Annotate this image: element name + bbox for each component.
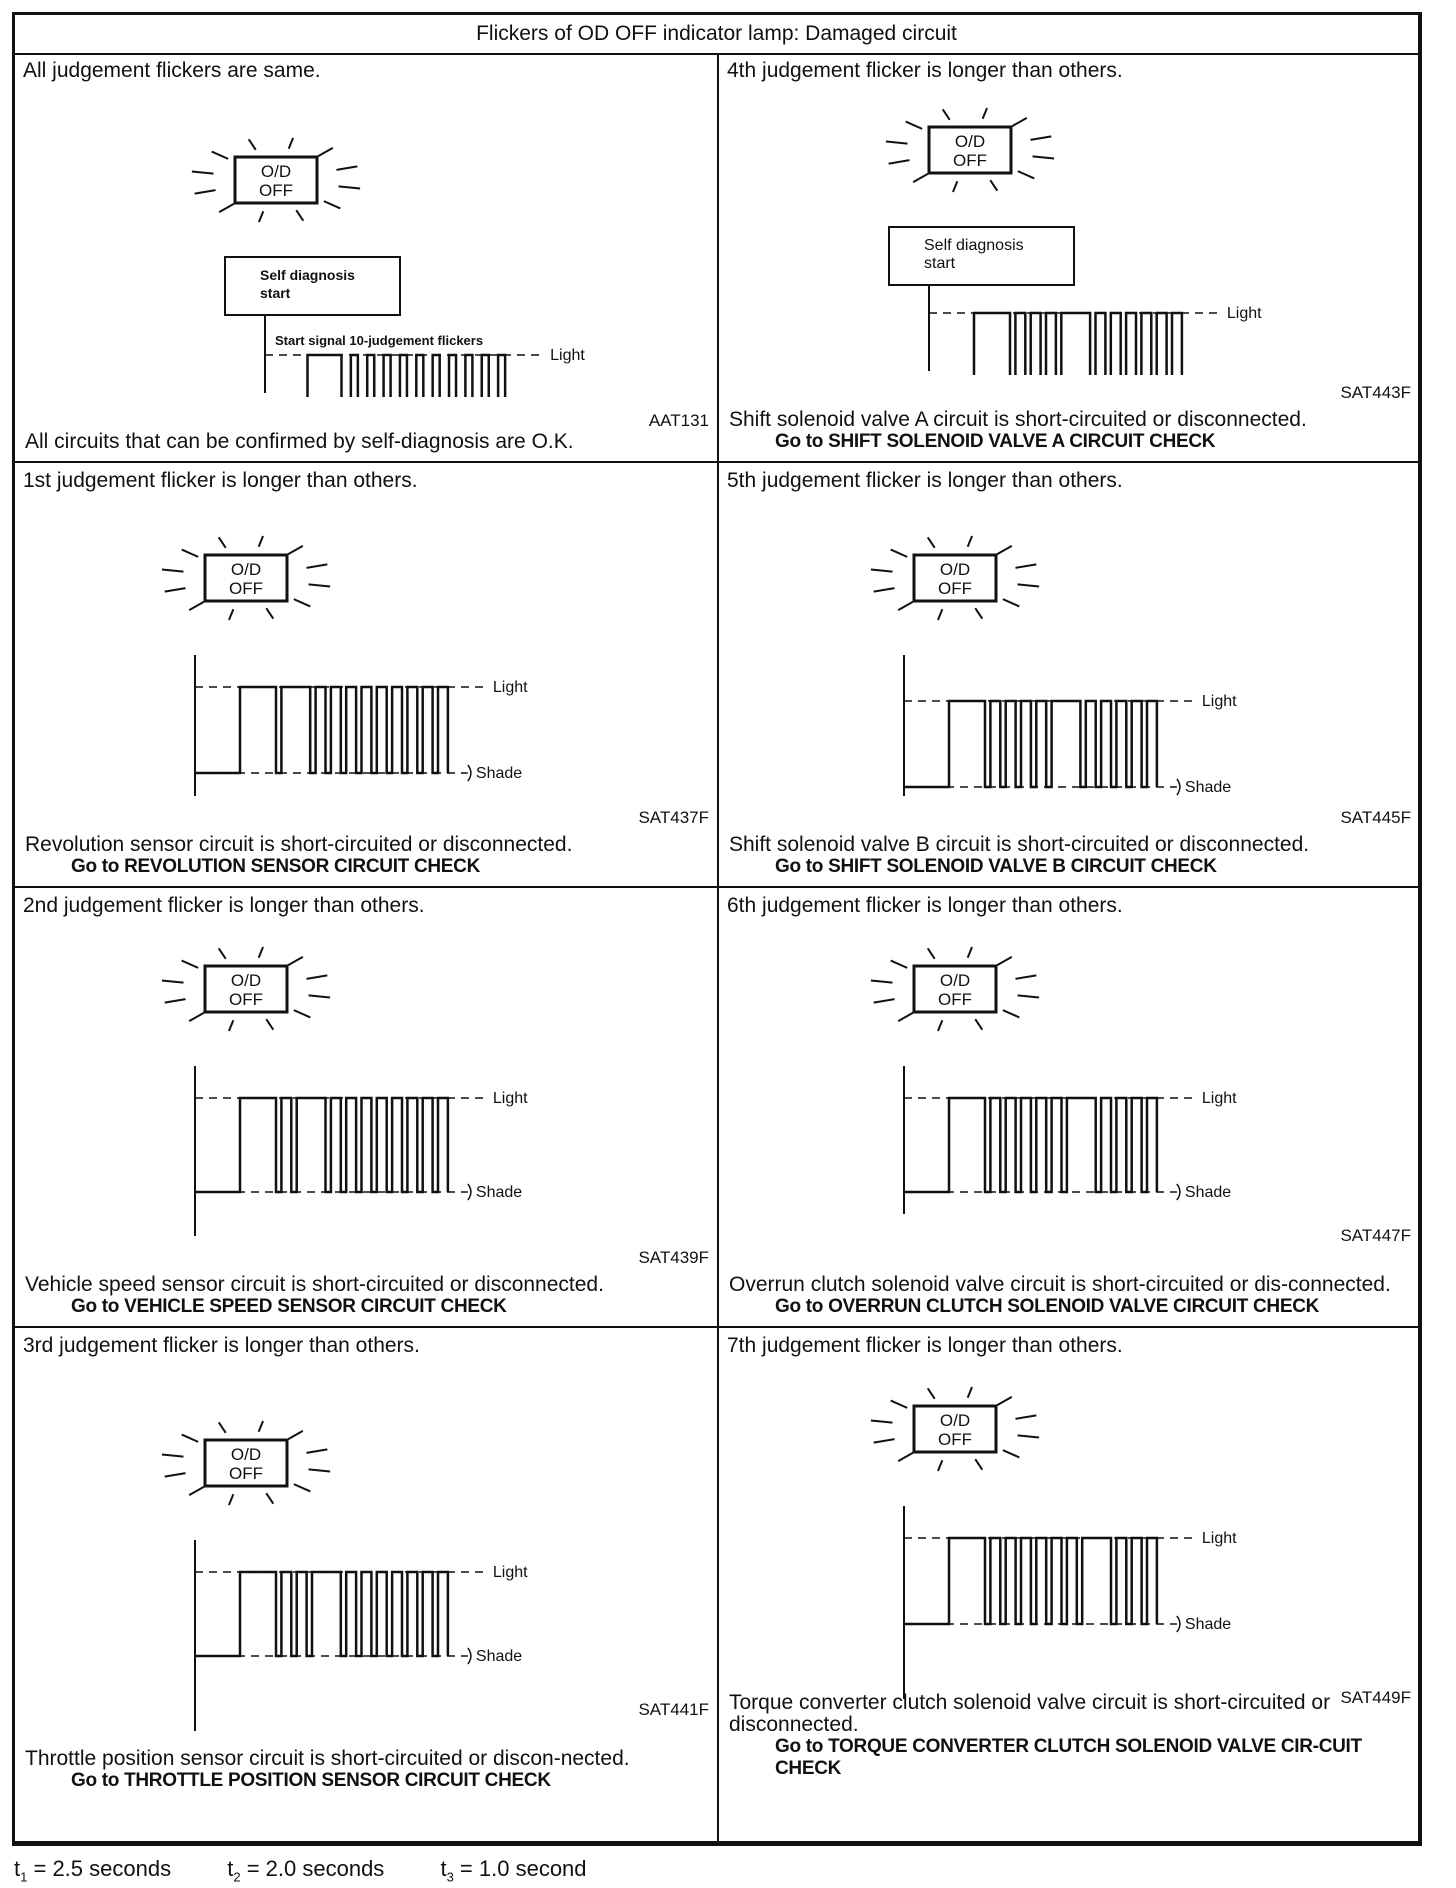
ray-line	[189, 1013, 204, 1021]
ray-line	[306, 1449, 327, 1452]
diagram-svg	[719, 922, 1419, 1218]
flicker-diagram	[719, 497, 1419, 805]
ray-line	[928, 948, 935, 958]
ray-line	[294, 599, 310, 606]
ray-line	[219, 1422, 226, 1432]
figure-code: SAT447F	[1340, 1226, 1411, 1245]
ray-line	[891, 1401, 907, 1408]
flicker-case-cell	[15, 53, 719, 463]
t3-legend: $t_3 = 1.0$ second	[440, 1856, 587, 1885]
brace-mark	[468, 1648, 471, 1664]
ray-line	[162, 980, 184, 982]
ray-line	[162, 569, 184, 571]
ray-line	[306, 564, 327, 567]
ray-line	[1015, 975, 1036, 978]
ray-line	[997, 546, 1012, 554]
ray-line	[968, 1387, 972, 1398]
t1-legend: $t_1 = 2.5$ seconds	[14, 1856, 172, 1885]
goto-check-link: Go to REVOLUTION SENSOR CIRCUIT CHECK	[71, 856, 481, 877]
figure-code: SAT443F	[1340, 383, 1411, 402]
ray-line	[889, 160, 910, 163]
case-description	[25, 834, 709, 878]
case-description	[25, 431, 709, 453]
od-off-lamp-icon	[871, 947, 1039, 1031]
ray-line	[219, 948, 226, 958]
ray-line	[1018, 1435, 1040, 1437]
goto-check-link: Go to OVERRUN CLUTCH SOLENOID VALVE CIRCUIT CHECK	[775, 1296, 1320, 1317]
ray-line	[259, 211, 263, 222]
flicker-table	[12, 12, 1422, 1846]
ray-line	[266, 1493, 273, 1503]
ray-line	[886, 141, 908, 143]
flicker-case-cell	[15, 888, 719, 1328]
ray-line	[874, 1439, 895, 1442]
flicker-waveform	[195, 1572, 448, 1656]
lamp-label-off: OFF	[938, 990, 972, 1009]
diagram-svg	[719, 1362, 1419, 1736]
flicker-case-cell	[719, 888, 1419, 1328]
light-label: Light	[1201, 1090, 1237, 1107]
figure-code: SAT449F	[1340, 1688, 1411, 1707]
lamp-label-od: O/D	[954, 132, 986, 151]
ray-line	[1018, 995, 1040, 997]
ray-line	[943, 109, 950, 119]
case-heading: 6th judgement flicker is longer than others.	[727, 894, 1123, 917]
case-heading: 1st judgement flicker is longer than others.	[23, 469, 418, 492]
flicker-waveform	[904, 1098, 1157, 1192]
ray-line	[339, 186, 361, 188]
ray-line	[195, 190, 216, 193]
ray-line	[259, 947, 263, 958]
flicker-waveform	[195, 1098, 448, 1192]
case-description	[729, 1274, 1411, 1318]
case-heading: 7th judgement flicker is longer than others.	[727, 1334, 1123, 1357]
case-description	[25, 1274, 709, 1318]
ray-line	[938, 1460, 942, 1471]
figure-code: SAT437F	[638, 808, 709, 827]
light-label: Light	[1201, 1530, 1237, 1547]
ray-line	[189, 1487, 204, 1495]
ray-line	[975, 1019, 982, 1029]
od-off-lamp-icon	[192, 138, 360, 222]
light-label: Light	[1226, 305, 1262, 322]
ray-line	[891, 961, 907, 968]
ray-line	[871, 980, 893, 982]
ray-line	[1018, 584, 1040, 586]
ray-line	[990, 180, 997, 190]
ray-line	[968, 536, 972, 547]
od-off-lamp-icon	[162, 947, 330, 1031]
ray-line	[189, 602, 204, 610]
ray-line	[1015, 1415, 1036, 1418]
brace-mark	[468, 1184, 471, 1200]
ray-line	[165, 999, 186, 1002]
diagnosis-text: Overrun clutch solenoid valve circuit is short-circuited or dis-connected.	[729, 1273, 1391, 1296]
self-diagnosis-label: Self diagnosis	[260, 267, 355, 283]
ray-line	[928, 537, 935, 547]
ray-line	[182, 550, 198, 557]
ray-line	[318, 148, 333, 156]
case-description	[25, 1748, 709, 1792]
ray-line	[874, 588, 895, 591]
flicker-waveform	[904, 1538, 1157, 1624]
ray-line	[165, 1473, 186, 1476]
case-description	[729, 834, 1411, 878]
flicker-case-cell	[719, 1328, 1419, 1846]
od-off-lamp-icon	[162, 1421, 330, 1505]
lamp-label-off: OFF	[229, 1464, 263, 1483]
shade-label: Shade	[1184, 1184, 1232, 1201]
shade-label: Shade	[1184, 1616, 1232, 1633]
brace-mark	[468, 765, 471, 781]
diagram-svg	[719, 87, 1419, 375]
ray-line	[874, 999, 895, 1002]
case-heading: 4th judgement flicker is longer than others.	[727, 59, 1123, 82]
shade-label: Shade	[475, 765, 523, 782]
light-label: Light	[492, 1090, 528, 1107]
diagnosis-text: Torque converter clutch solenoid valve circuit is short-circuited or disconnected.	[729, 1691, 1331, 1736]
flicker-waveform	[929, 313, 1182, 375]
ray-line	[259, 1421, 263, 1432]
diagnosis-text: Shift solenoid valve B circuit is short-circuited or disconnected.	[729, 833, 1310, 856]
ray-line	[182, 1435, 198, 1442]
lamp-label-od: O/D	[230, 971, 262, 990]
ray-line	[309, 995, 331, 997]
ray-line	[898, 1453, 913, 1461]
ray-line	[336, 166, 357, 169]
flicker-case-cell	[15, 463, 719, 888]
light-label: Light	[492, 679, 528, 696]
ray-line	[324, 201, 340, 208]
ray-line	[219, 537, 226, 547]
ray-line	[1003, 1010, 1019, 1017]
lamp-label-off: OFF	[938, 579, 972, 598]
lamp-label-od: O/D	[260, 162, 292, 181]
start-signal-label: Start signal 10-judgement flickers	[275, 333, 484, 348]
ray-line	[1018, 171, 1034, 178]
ray-line	[975, 608, 982, 618]
ray-line	[288, 1431, 303, 1439]
case-heading: All judgement flickers are same.	[23, 59, 321, 82]
diagram-svg	[719, 497, 1419, 800]
flicker-diagram	[15, 87, 717, 402]
brace-mark	[1177, 1184, 1180, 1200]
figure-code: SAT439F	[638, 1248, 709, 1267]
od-off-lamp-icon	[886, 108, 1054, 192]
flicker-case-cell	[719, 463, 1419, 888]
ray-line	[229, 1494, 233, 1505]
goto-check-link: Go to VEHICLE SPEED SENSOR CIRCUIT CHECK	[71, 1296, 507, 1317]
od-off-lamp-icon	[871, 1387, 1039, 1471]
flicker-waveform	[265, 355, 505, 397]
ray-line	[219, 204, 234, 212]
self-diagnosis-start-box	[889, 227, 1074, 285]
diagnosis-text: Shift solenoid valve A circuit is short-circuited or disconnected.	[729, 408, 1307, 431]
lamp-label-off: OFF	[938, 1430, 972, 1449]
diagnosis-text: All circuits that can be confirmed by self-diagnosis are O.K.	[25, 430, 574, 453]
case-heading: 3rd judgement flicker is longer than others.	[23, 1334, 420, 1357]
self-diagnosis-label: start	[924, 255, 956, 272]
lamp-label-off: OFF	[259, 181, 293, 200]
ray-line	[1003, 599, 1019, 606]
ray-line	[294, 1010, 310, 1017]
ray-line	[266, 608, 273, 618]
lamp-label-od: O/D	[939, 1411, 971, 1430]
case-heading: 5th judgement flicker is longer than others.	[727, 469, 1123, 492]
flicker-diagram	[719, 922, 1419, 1223]
ray-line	[871, 1420, 893, 1422]
ray-line	[192, 171, 214, 173]
figure-code: AAT131	[648, 411, 709, 430]
ray-line	[306, 975, 327, 978]
ray-line	[913, 174, 928, 182]
ray-line	[871, 569, 893, 571]
light-label: Light	[550, 347, 585, 364]
ray-line	[182, 961, 198, 968]
ray-line	[906, 122, 922, 129]
flicker-diagram	[15, 922, 717, 1245]
ray-line	[997, 957, 1012, 965]
lamp-label-od: O/D	[939, 971, 971, 990]
timing-legend	[14, 1856, 637, 1884]
case-description	[729, 1692, 1411, 1780]
diagnosis-text: Throttle position sensor circuit is short-circuited or discon-nected.	[25, 1747, 630, 1770]
flicker-diagram	[15, 1362, 717, 1741]
ray-line	[249, 139, 256, 149]
diagram-svg	[15, 1362, 719, 1736]
ray-line	[938, 1020, 942, 1031]
light-label: Light	[492, 1564, 528, 1581]
ray-line	[1033, 156, 1055, 158]
ray-line	[259, 536, 263, 547]
od-off-lamp-icon	[162, 536, 330, 620]
case-heading: 2nd judgement flicker is longer than others.	[23, 894, 425, 917]
ray-line	[975, 1459, 982, 1469]
self-diagnosis-label: start	[260, 285, 291, 301]
ray-line	[1030, 136, 1051, 139]
flicker-case-cell	[719, 53, 1419, 463]
ray-line	[309, 1469, 331, 1471]
lamp-label-off: OFF	[229, 990, 263, 1009]
flicker-case-cell	[15, 1328, 719, 1846]
figure-code: SAT441F	[638, 1700, 709, 1719]
ray-line	[212, 152, 228, 159]
goto-check-link: Go to SHIFT SOLENOID VALVE B CIRCUIT CHECK	[775, 856, 1217, 877]
od-off-lamp-icon	[871, 536, 1039, 620]
ray-line	[953, 181, 957, 192]
shade-label: Shade	[475, 1184, 523, 1201]
lamp-label-od: O/D	[230, 560, 262, 579]
ray-line	[1015, 564, 1036, 567]
light-label: Light	[1201, 693, 1237, 710]
diagram-svg	[15, 87, 719, 397]
lamp-label-off: OFF	[229, 579, 263, 598]
ray-line	[997, 1397, 1012, 1405]
ray-line	[165, 588, 186, 591]
lamp-label-od: O/D	[230, 1445, 262, 1464]
flicker-diagram	[719, 87, 1419, 380]
diagnosis-text: Revolution sensor circuit is short-circuited or disconnected.	[25, 833, 573, 856]
ray-line	[309, 584, 331, 586]
ray-line	[891, 550, 907, 557]
case-description	[729, 409, 1411, 453]
ray-line	[229, 1020, 233, 1031]
diagnosis-text: Vehicle speed sensor circuit is short-circuited or disconnected.	[25, 1273, 604, 1296]
flicker-waveform	[904, 701, 1157, 787]
shade-label: Shade	[475, 1648, 523, 1665]
ray-line	[296, 210, 303, 220]
t2-legend: $t_2 = 2.0$ seconds	[227, 1856, 385, 1885]
diagram-svg	[15, 922, 719, 1240]
goto-check-link: Go to THROTTLE POSITION SENSOR CIRCUIT CHECK	[71, 1770, 551, 1791]
brace-mark	[1177, 779, 1180, 795]
ray-line	[968, 947, 972, 958]
ray-line	[162, 1454, 184, 1456]
figure-code: SAT445F	[1340, 808, 1411, 827]
ray-line	[928, 1388, 935, 1398]
ray-line	[898, 602, 913, 610]
flicker-diagram	[719, 1362, 1419, 1741]
ray-line	[289, 138, 293, 149]
brace-mark	[1177, 1616, 1180, 1632]
ray-line	[229, 609, 233, 620]
flicker-waveform	[195, 687, 448, 773]
ray-line	[938, 609, 942, 620]
table-title: Flickers of OD OFF indicator lamp: Damaged circuit	[15, 15, 1418, 55]
flicker-diagram	[15, 497, 717, 805]
lamp-label-off: OFF	[953, 151, 987, 170]
lamp-label-od: O/D	[939, 560, 971, 579]
shade-label: Shade	[1184, 779, 1232, 796]
ray-line	[1012, 118, 1027, 126]
ray-line	[266, 1019, 273, 1029]
self-diagnosis-label: Self diagnosis	[924, 237, 1024, 254]
ray-line	[983, 108, 987, 119]
ray-line	[288, 957, 303, 965]
goto-check-link: Go to TORQUE CONVERTER CLUTCH SOLENOID VALVE CIR-CUIT CHECK	[775, 1736, 1362, 1779]
ray-line	[294, 1484, 310, 1491]
ray-line	[288, 546, 303, 554]
self-diagnosis-start-box	[225, 257, 400, 315]
ray-line	[898, 1013, 913, 1021]
diagram-svg	[15, 497, 719, 800]
ray-line	[1003, 1450, 1019, 1457]
goto-check-link: Go to SHIFT SOLENOID VALVE A CIRCUIT CHECK	[775, 431, 1216, 452]
